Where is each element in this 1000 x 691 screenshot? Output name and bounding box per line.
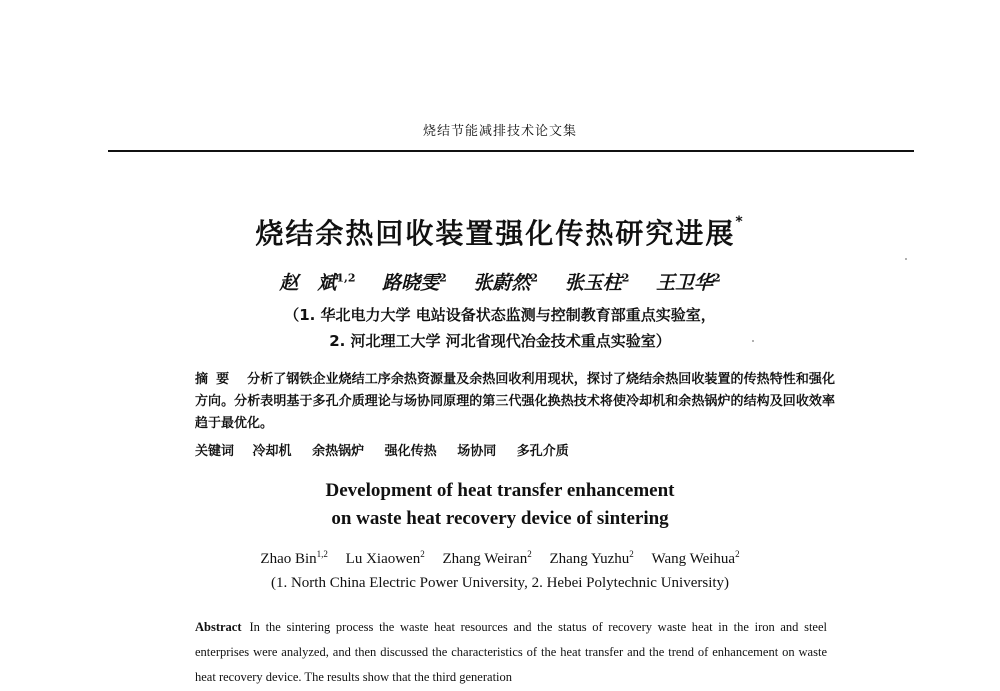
english-abstract: [195, 615, 827, 690]
author-affiliation-mark: 2: [629, 549, 634, 559]
chinese-keywords: [195, 440, 835, 459]
english-authors: [0, 549, 1000, 568]
chinese-title-text: 烧结余热回收装置强化传热研究进展: [255, 217, 736, 250]
author-affiliation-mark: 2: [439, 271, 447, 285]
scan-speck: [752, 340, 754, 342]
author-affiliation-mark: 2: [527, 549, 532, 559]
author-name: Zhang Yuzhu: [549, 551, 630, 567]
title-footnote-mark: *: [735, 214, 745, 230]
chinese-authors: [0, 268, 1000, 295]
header-rule: [108, 150, 914, 152]
english-affiliation: (1. North China Electric Power University, 2. Hebei Polytechnic University): [270, 575, 730, 591]
english-abstract-label: Abstract: [195, 620, 242, 634]
english-title-line-2: on waste heat recovery device of sintering: [331, 508, 669, 529]
english-abstract-text: In the sintering process the waste heat resources and the status of recovery waste heat in the iron and steel enterprises were analyzed, and then discussed the characteristics of the heat transfer and the trend of enhancement on waste heat recovery device. The results show that the third generation: [195, 620, 827, 684]
author-name: 张蔚然: [473, 272, 531, 294]
keyword: 余热锅炉: [312, 444, 365, 459]
chinese-author: [382, 272, 447, 294]
english-author: [442, 551, 531, 567]
chinese-author: [473, 272, 538, 294]
chinese-author: [279, 272, 355, 294]
english-author: [346, 551, 425, 567]
chinese-abstract: [195, 369, 835, 435]
chinese-affiliation-line-2: 2. 河北理工大学 河北省现代冶金技术重点实验室）: [329, 332, 671, 350]
author-name: 路晓雯: [382, 272, 440, 294]
author-affiliation-mark: 2: [735, 549, 740, 559]
chinese-author: [565, 272, 630, 294]
english-author: [549, 551, 633, 567]
chinese-title: [0, 212, 1000, 252]
author-name: 王卫华: [656, 272, 714, 294]
author-name: 赵 斌: [279, 272, 337, 294]
keyword: 强化传热: [384, 444, 437, 459]
english-title-line-1: Development of heat transfer enhancement: [325, 480, 675, 501]
author-affiliation-mark: 2: [530, 271, 539, 285]
author-affiliation-mark: 2: [420, 549, 425, 559]
author-name: Lu Xiaowen: [345, 551, 421, 567]
chinese-keywords-label: 关键词: [195, 444, 235, 459]
chinese-author: [656, 272, 721, 294]
english-author: [260, 551, 328, 567]
author-name: Zhao Bin: [260, 551, 317, 567]
running-header: 烧结节能减排技术论文集: [422, 124, 577, 139]
author-name: Zhang Weiran: [442, 551, 528, 567]
author-affiliation-mark: 2: [621, 271, 630, 285]
author-affiliation-mark: 1,2: [316, 549, 328, 559]
author-affiliation-mark: 2: [713, 271, 721, 285]
chinese-abstract-text: 分析了钢铁企业烧结工序余热资源量及余热回收利用现状，探讨了烧结余热回收装置的传热特性和强化方向。分析表明基于多孔介质理论与场协同原理的第三代强化换热技术将使冷却机和余热锅炉的结构及回收效率趋于最优化。: [195, 372, 835, 431]
keyword: 冷却机: [252, 444, 292, 459]
chinese-abstract-label: 摘要: [195, 372, 238, 387]
author-name: 张玉柱: [564, 272, 622, 294]
author-affiliation-mark: 1,2: [336, 271, 356, 285]
scan-speck: [905, 258, 907, 260]
english-author: [652, 551, 740, 567]
keyword: 多孔介质: [516, 444, 569, 459]
author-name: Wang Weihua: [651, 551, 736, 567]
chinese-affiliation-line-1: （1. 华北电力大学 电站设备状态监测与控制教育部重点实验室，: [284, 306, 716, 324]
keyword: 场协同: [457, 444, 497, 459]
